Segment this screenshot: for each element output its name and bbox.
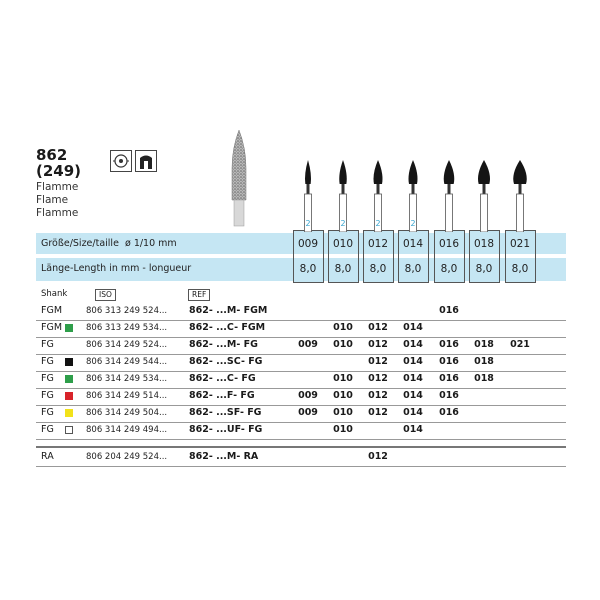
grit-color-swatch [65,426,73,434]
grit-color-swatch [65,375,73,383]
available-size: 012 [368,451,388,462]
available-size: 010 [333,407,353,418]
shank-type: FG [41,390,54,401]
available-size: 012 [368,407,388,418]
blade-mark-label: 2 [305,219,311,228]
ref-number: 862- ...M- FGM [189,305,268,316]
product-code: 862 [36,146,68,164]
shank-type: FG [41,373,54,384]
ref-number: 862- ...SC- FG [189,356,263,367]
length-value: 8,0 [475,263,493,275]
table-row [36,388,566,406]
size-value: 010 [332,238,354,250]
name-fr: Flamme [36,207,79,219]
iso-label: ISO [95,289,116,301]
grit-color-swatch [65,324,73,332]
available-size: 009 [298,390,318,401]
available-size: 014 [403,356,423,367]
bur-014-image [403,160,423,232]
available-size: 010 [333,339,353,350]
name-en: Flame [36,194,69,206]
grit-color-swatch [65,392,73,400]
iso-number: 806 314 249 534... [86,374,168,384]
blade-mark-label: 2 [340,219,346,228]
available-size: 012 [368,390,388,401]
length-value: 8,0 [511,263,529,275]
ref-number: 862- ...UF- FG [189,424,263,435]
available-size: 016 [439,305,459,316]
table-row [36,449,566,467]
shank-type: FGM [41,305,63,316]
grit-color-swatch [65,409,73,417]
available-size: 016 [439,390,459,401]
iso-number: 806 314 249 544... [86,357,168,367]
blade-mark-label: 2 [410,219,416,228]
bur-018-image [474,160,494,232]
shank-type: RA [41,451,54,462]
bur-large-image [228,128,250,228]
size-value: 009 [297,238,319,250]
bur-016-image [439,160,459,232]
iso-code: (249) [36,162,82,180]
iso-number: 806 314 249 514... [86,391,168,401]
table-row [36,405,566,423]
length-value: 8,0 [404,263,422,275]
available-size: 012 [368,322,388,333]
available-size: 016 [439,407,459,418]
available-size: 012 [368,373,388,384]
available-size: 012 [368,356,388,367]
shank-label: Shank [41,289,68,299]
speed-symbol-icon [110,150,132,172]
available-size: 010 [333,390,353,401]
ref-number: 862- ...M- FG [189,339,258,350]
available-size: 010 [333,373,353,384]
shank-type: FG [41,356,54,367]
grit-color-swatch [65,358,73,366]
shank-type: FGM [41,322,63,333]
available-size: 018 [474,339,494,350]
blade-mark-label: 2 [375,219,381,228]
length-label: Länge-Length in mm - longueur [41,263,192,274]
iso-number: 806 314 249 504... [86,408,168,418]
available-size: 010 [333,322,353,333]
available-size: 016 [439,339,459,350]
table-separator [36,446,566,448]
size-value: 018 [473,238,495,250]
iso-number: 806 314 249 494... [86,425,168,435]
ref-number: 862- ...F- FG [189,390,255,401]
shank-type: FG [41,424,54,435]
table-row [36,303,566,321]
available-size: 009 [298,407,318,418]
table-row [36,354,566,372]
bur-012-image [368,160,388,232]
size-label: Größe/Size/taille ø 1/10 mm [41,238,177,249]
iso-number: 806 204 249 524... [86,452,168,462]
size-value: 014 [402,238,424,250]
bur-009-image [298,160,318,232]
ref-number: 862- ...M- RA [189,451,259,462]
available-size: 018 [474,373,494,384]
available-size: 016 [439,373,459,384]
available-size: 016 [439,356,459,367]
ref-number: 862- ...SF- FG [189,407,262,418]
table-row [36,371,566,389]
table-row [36,422,566,440]
available-size: 009 [298,339,318,350]
iso-number: 806 313 249 524... [86,306,168,316]
size-value: 021 [509,238,531,250]
ref-label: REF [188,289,210,301]
available-size: 010 [333,424,353,435]
size-value: 016 [438,238,460,250]
size-value: 012 [367,238,389,250]
available-size: 014 [403,339,423,350]
length-value: 8,0 [440,263,458,275]
ref-number: 862- ...C- FG [189,373,256,384]
length-value: 8,0 [334,263,352,275]
bur-010-image [333,160,353,232]
available-size: 012 [368,339,388,350]
available-size: 014 [403,322,423,333]
ref-number: 862- ...C- FGM [189,322,266,333]
shank-type: FG [41,339,54,350]
shank-type: FG [41,407,54,418]
iso-number: 806 313 249 534... [86,323,168,333]
name-de: Flamme [36,181,79,193]
length-value: 8,0 [369,263,387,275]
available-size: 014 [403,407,423,418]
available-size: 014 [403,390,423,401]
bur-021-image [510,160,530,232]
available-size: 014 [403,424,423,435]
table-row [36,320,566,338]
available-size: 021 [510,339,530,350]
available-size: 014 [403,373,423,384]
length-value: 8,0 [299,263,317,275]
sterilization-symbol-icon [135,150,157,172]
table-row [36,337,566,355]
iso-number: 806 314 249 524... [86,340,168,350]
available-size: 018 [474,356,494,367]
